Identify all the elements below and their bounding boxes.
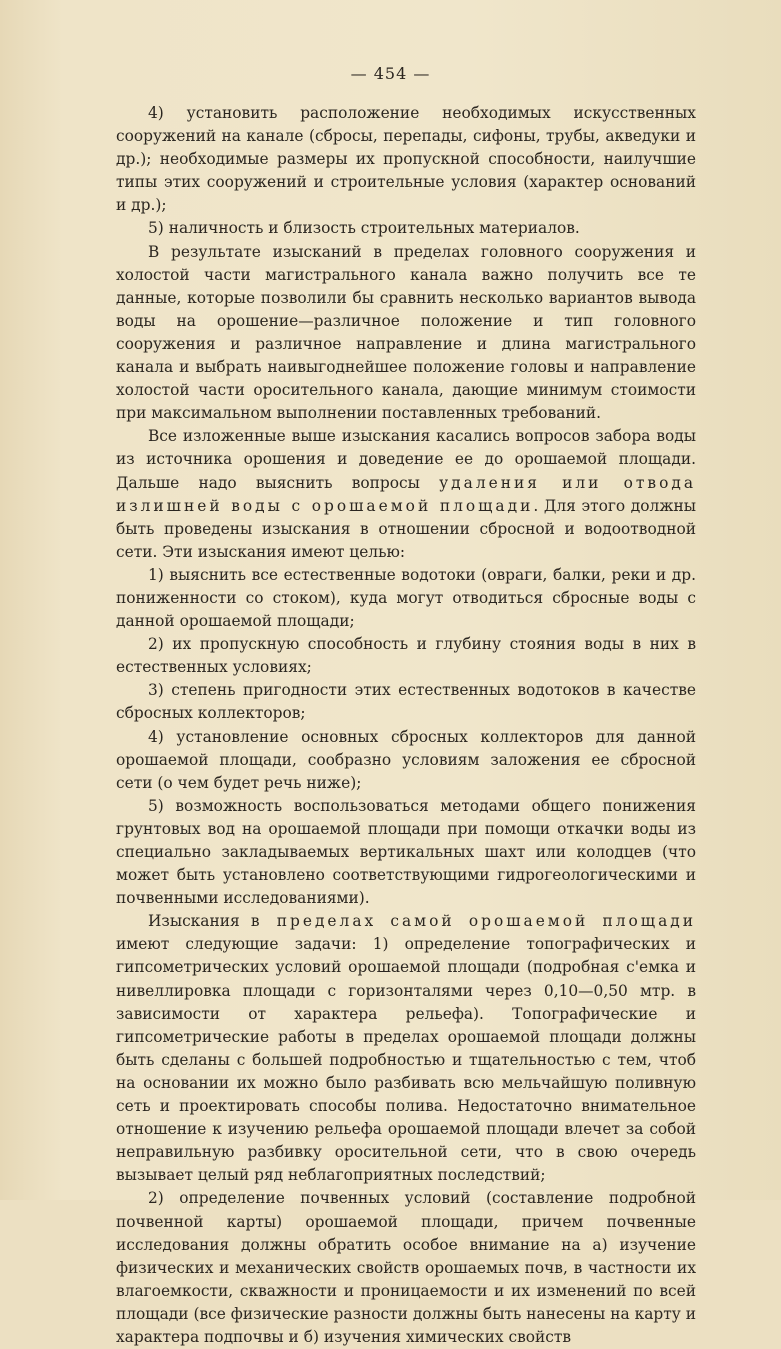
paragraph-drainage-3: 3) степень пригодности этих естественных водотоков в качестве сбросных коллекторов; [116, 681, 696, 723]
page-body [116, 102, 696, 1349]
paragraph-head-works: В результате изысканий в пределах головного сооружения и холостой части магистрального канала важно получить все те данные, которые позволили бы сравнить несколько вариантов вывода воды на орошение—различное положение и тип головного сооружения и различное направление и длина магистрального канала и выбрать наивыгоднейшее положение головы и направление холостой части оросительного канала, дающие минимум стоимости при максимальном выполнении поставленных требований. [116, 242, 696, 423]
paragraph-drainage-4: 4) установление основных сбросных коллекторов для данной орошаемой площади, сообразно условиям заложения ее сбросной сети (о чем будет речь ниже); [116, 727, 696, 792]
spaced-emphasis: удаления или отвода излишней воды с орошаемой площади [116, 473, 696, 515]
paragraph-drainage-1: 1) выяснить все естественные водотоки (овраги, балки, реки и др. пониженности со стоком), куда могут отводиться сбросные воды с данной орошаемой площади; [116, 565, 696, 631]
paragraph-soil-conditions: 2) определение почвенных условий (составление подробной почвенной карты) орошаемой площади, причем почвенные исследования должны обратить особое внимание на а) изучение физических и механических свойств орошаемых почв, в частности их влагоемкости, скважности и проницаемости и их изменений по всей площади (все физические разности должны быть нанесены на карту и характера подпочвы и б) изучения химических свойств [116, 1189, 696, 1346]
page-number: — 454 — [350, 64, 431, 83]
paragraph-item-4: 4) установить расположение необходимых искусственных сооружений на канале (сбросы, перепады, сифоны, трубы, акведуки и др.); необходимые размеры их пропускной способности, наилучшие типы этих сооружений и строительные условия (характер оснований и др.); [116, 104, 696, 215]
paragraph-irrigated-area: Изыскания в пределах самой орошаемой площади имеют следующие задачи: 1) определение топографических и гипсометрических условий орошаемой площади (подробная с'емка и нивеллировка площади с горизонталями через 0,10—0,50 мтр. в зависимости от характера рельефа). Топографические и гипсометрические работы в пределах орошаемой площади должны быть сделаны с большей подробностью и тщательностью с тем, чтоб на основании их можно было разбивать всю мельчайшую поливную сеть и проектировать способы полива. Недостаточно внимательное отношение к изучению рельефа орошаемой площади влечет за собой неправильную разбивку оросительной сети, что в свою очередь вызывает целый ряд неблагоприятных последствий; [116, 912, 696, 1185]
spaced-emphasis: в пределах самой орошаемой площади [250, 912, 696, 931]
paragraph-item-5: 5) наличность и близость строительных материалов. [148, 219, 580, 238]
paragraph-drainage-2: 2) их пропускную способность и глубину стояния воды в них в естественных условиях; [116, 635, 696, 677]
paragraph-drainage-5: 5) возможность воспользоваться методами общего понижения грунтовых вод на орошаемой площади при помощи откачки воды из специально закладываемых вертикальных шахт или колодцев (что может быть установлено соответствующими гидрогеологическими и почвенными исследованиями). [116, 796, 696, 908]
paragraph-drainage-intro: Все изложенные выше изыскания касались вопросов забора воды из источника орошения и доведение ее до орошаемой площади. Дальше надо выяснить вопросы удаления или отвода излишней воды с орошаемой площади. Для этого должны быть проведены изыскания в отношении сбросной и водоотводной сети. Эти изыскания имеют целью: [116, 427, 696, 561]
